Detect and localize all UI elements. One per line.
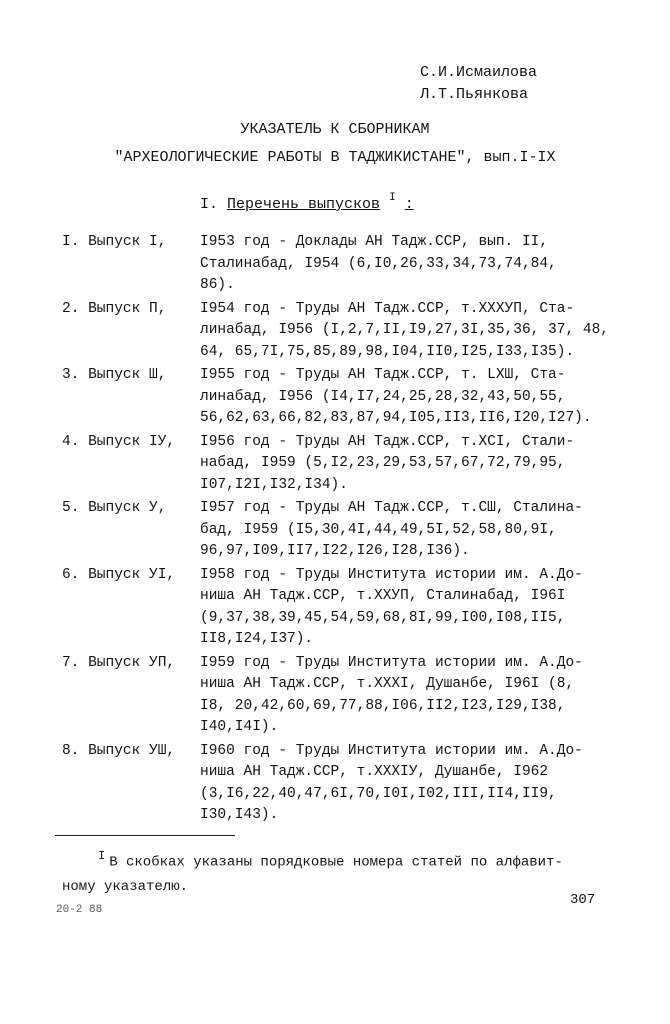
author-name: С.И.Исмаилова bbox=[420, 64, 538, 81]
issue-description bbox=[200, 232, 622, 297]
issue-entry bbox=[62, 432, 622, 497]
issue-text-line: I960 год - Труды Института истории им. А.До- bbox=[200, 742, 583, 759]
issue-description bbox=[200, 565, 622, 651]
author-name: Л.Т.Пьянкова bbox=[420, 86, 529, 103]
issue-text-line: II8,I24,I37). bbox=[200, 631, 314, 647]
issue-description bbox=[200, 365, 622, 430]
issue-text-line: I957 год - Труды АН Тадж.ССР, т.CШ, Сталина- bbox=[200, 500, 583, 516]
issue-text-line: ниша АН Тадж.ССР, т.XXXIУ, Душанбе, I962 bbox=[200, 764, 549, 780]
section-number: I. bbox=[200, 196, 219, 213]
authors-block bbox=[420, 62, 537, 106]
issue-label: 6. Выпуск УI, bbox=[62, 566, 176, 583]
issue-text-line: линабад, I956 (I4,I7,24,25,28,32,43,50,55, bbox=[200, 388, 566, 405]
issue-text-line: I30,I43). bbox=[200, 807, 279, 823]
footnote-line-2: ному указателю. bbox=[62, 878, 189, 895]
footnote-text-1: В скобках указаны порядковые номера статей по алфавит- bbox=[109, 854, 563, 871]
issue-description bbox=[200, 299, 622, 364]
footnote-reference: I bbox=[389, 192, 396, 204]
issue-text-line: Сталинабад, I954 (6,I0,26,33,34,73,74,84, bbox=[200, 255, 557, 272]
issue-text-line: I955 год - Труды АН Тадж.ССР, т. LXШ, Ста- bbox=[200, 367, 566, 383]
issue-text-line: I07,I2I,I32,I34). bbox=[200, 476, 348, 493]
issue-label: I. Выпуск I, bbox=[62, 234, 167, 250]
issue-description bbox=[200, 432, 622, 497]
section-colon: : bbox=[404, 196, 414, 213]
issue-text-line: набад, I959 (5,I2,23,29,53,57,67,72,79,95, bbox=[200, 455, 566, 471]
document-title-line-1: УКАЗАТЕЛЬ К СБОРНИКАМ bbox=[240, 121, 430, 138]
issue-label: 2. Выпуск П, bbox=[62, 300, 167, 317]
issue-entry bbox=[62, 299, 622, 364]
issue-text-line: I8, 20,42,60,69,77,88,I06,II2,I23,I29,I38, bbox=[200, 697, 566, 714]
section-title: Перечень выпусков bbox=[227, 196, 381, 213]
document-title-line-2: "АРХЕОЛОГИЧЕСКИЕ РАБОТЫ В ТАДЖИКИСТАНЕ", вып.I-IX bbox=[114, 149, 556, 166]
footnote bbox=[62, 845, 563, 899]
issue-text-line: I953 год - Доклады АН Тадж.ССР, вып. II, bbox=[200, 234, 549, 250]
issue-text-line: ниша АН Тадж.ССР, т.XXXI, Душанбе, I96I (8, bbox=[200, 676, 575, 692]
issue-text-line: 64, 65,7I,75,85,89,98,I04,II0,I25,I33,I35). bbox=[200, 343, 575, 360]
footnote-divider bbox=[55, 835, 235, 836]
page-number: 307 bbox=[570, 892, 596, 908]
issue-label: 3. Выпуск Ш, bbox=[62, 367, 167, 383]
issue-entry bbox=[62, 741, 622, 827]
footnote-line-1 bbox=[62, 845, 563, 875]
issue-description bbox=[200, 653, 622, 739]
issue-text-line: I40,I4I). bbox=[200, 719, 279, 735]
issue-text-line: бад, I959 (I5,30,4I,44,49,5I,52,58,80,9I, bbox=[200, 521, 557, 538]
issue-entry bbox=[62, 365, 622, 430]
issue-text-line: 86). bbox=[200, 277, 235, 293]
issue-entry bbox=[62, 653, 622, 739]
issue-text-line: (3,I6,22,40,47,6I,70,I0I,I02,III,II4,II9, bbox=[200, 785, 557, 802]
issue-description bbox=[200, 741, 622, 827]
issue-text-line: I958 год - Труды Института истории им. А.До- bbox=[200, 566, 583, 583]
issue-entry bbox=[62, 232, 622, 297]
issue-entry bbox=[62, 498, 622, 563]
issue-text-line: I954 год - Труды АН Тадж.ССР, т.XXXУП, Ста- bbox=[200, 300, 575, 317]
issues-list bbox=[62, 232, 622, 829]
issue-entry bbox=[62, 565, 622, 651]
issue-text-line: ниша АН Тадж.ССР, т.XXУП, Сталинабад, I96I bbox=[200, 588, 566, 604]
issue-text-line: I959 год - Труды Института истории им. А.До- bbox=[200, 654, 583, 671]
issue-label: 4. Выпуск IУ, bbox=[62, 433, 176, 450]
issue-text-line: (9,37,38,39,45,54,59,68,8I,99,I00,I08,II5, bbox=[200, 609, 566, 626]
issue-text-line: 56,62,63,66,82,83,87,94,I05,II3,II6,I20,I27). bbox=[200, 410, 592, 426]
issue-text-line: линабад, I956 (I,2,7,II,I9,27,3I,35,36, 37, 48, bbox=[200, 322, 609, 338]
footnote-mark: I bbox=[98, 849, 106, 863]
issue-label: 5. Выпуск У, bbox=[62, 500, 167, 516]
issue-text-line: I956 год - Труды АН Тадж.ССР, т.XCI, Стали- bbox=[200, 433, 575, 450]
issue-label: 8. Выпуск УШ, bbox=[62, 742, 176, 759]
issue-label: 7. Выпуск УП, bbox=[62, 654, 176, 671]
issue-description bbox=[200, 498, 622, 563]
print-code: 20-2 88 bbox=[56, 904, 103, 916]
section-heading bbox=[200, 194, 414, 213]
issue-text-line: 96,97,I09,II7,I22,I26,I28,I36). bbox=[200, 543, 470, 559]
